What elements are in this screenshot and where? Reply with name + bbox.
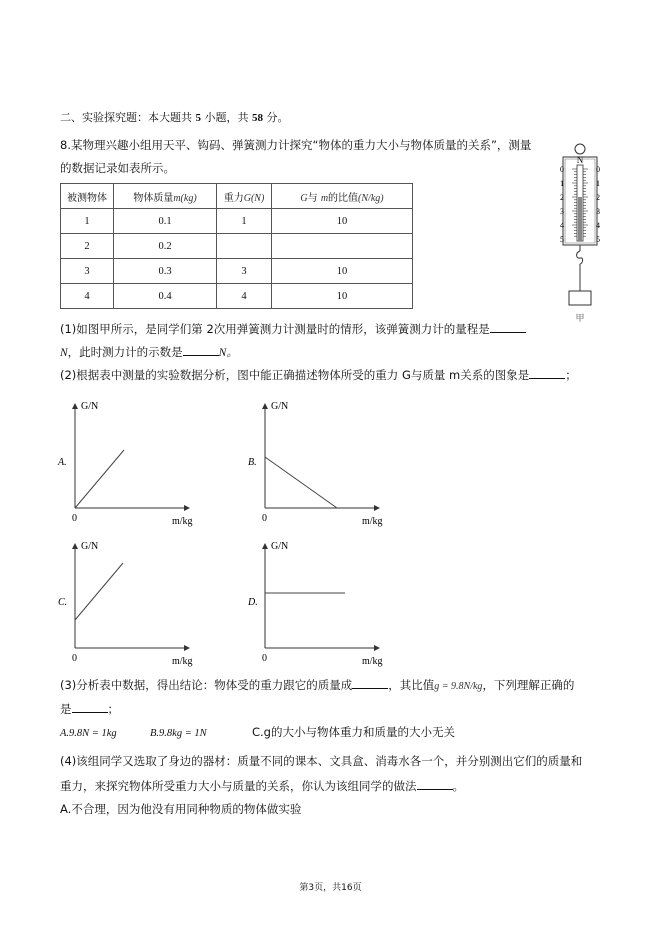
- x-axis-label: m/kg: [362, 656, 383, 667]
- spring-scale-icon: [555, 143, 605, 328]
- graph-option-c: [55, 535, 195, 674]
- section-title: 二、实验探究题：本大题共 5 小题，共 58 分。: [60, 111, 289, 124]
- scale-tick-label: 2: [596, 193, 600, 202]
- option-label: A.: [58, 457, 67, 468]
- y-axis-arrow: [72, 543, 78, 549]
- graph-line: [75, 563, 123, 620]
- y-axis-arrow: [72, 403, 78, 409]
- origin-label: 0: [72, 513, 77, 524]
- scale-tick-label: 2: [560, 193, 564, 202]
- x-axis-arrow: [184, 505, 190, 511]
- table-row: 3 0.3 3 10: [61, 259, 413, 284]
- answer-blank-relation[interactable]: [352, 676, 388, 689]
- graph-option-d: [245, 535, 395, 674]
- x-axis-label: m/kg: [172, 656, 193, 667]
- part2-line: (2)根据表中测量的实验数据分析，图中能正确描述物体所受的重力 G与质量 m关系的图象是 ；: [60, 368, 577, 382]
- scale-tick-label: 3: [560, 207, 564, 216]
- page-footer: 第3页，共16页: [299, 883, 362, 893]
- y-axis-arrow: [262, 543, 268, 549]
- option-label: B.: [248, 457, 257, 468]
- scale-tick-label: 0: [560, 165, 564, 174]
- origin-label: 0: [262, 513, 267, 524]
- part4-line1: (4)该组同学又选取了身边的器材：质量不同的课本、文具盒、消毒水各一个，并分别测出它们的质量和: [60, 754, 583, 768]
- option-label: C.: [58, 597, 68, 608]
- option-a: A.9.8N = 1kg: [60, 728, 117, 739]
- origin-label: 0: [72, 653, 77, 664]
- part3-options: [60, 724, 455, 742]
- question-stem-line2: 的数据记录如表所示。: [60, 161, 175, 175]
- option-label: D.: [248, 597, 258, 608]
- answer-blank-method[interactable]: [417, 777, 453, 790]
- scale-tick-label: 5: [560, 235, 564, 244]
- origin-label: 0: [262, 653, 267, 664]
- x-axis-label: m/kg: [362, 516, 383, 527]
- y-axis-label: G/N: [271, 541, 289, 552]
- part3-line1: (3)分析表中数据，得出结论：物体受的重力跟它的质量成 ，其比值g = 9.8N/kg，下列理解正确的: [60, 678, 575, 692]
- part4-line2: 重力，来探究物体所受重力大小与质量的关系，你认为该组同学的做法 。: [60, 779, 464, 793]
- scale-tick-label: 5: [596, 235, 600, 244]
- y-axis-label: G/N: [81, 541, 99, 552]
- graph-option-b: [245, 395, 395, 534]
- option-b: B.9.8kg = 1N: [150, 728, 207, 739]
- scale-unit: N: [576, 155, 584, 165]
- y-axis-arrow: [262, 403, 268, 409]
- part4-option-a: A.不合理，因为他没有用同种物质的物体做实验: [60, 802, 302, 816]
- scale-tick-label: 1: [596, 179, 600, 188]
- part1-line1: (1)如图甲所示，是同学们第 2次用弹簧测力计测量时的情形，该弹簧测力计的量程是: [60, 320, 526, 337]
- scale-indicator: [578, 197, 582, 241]
- option-c: C.g的大小与物体重力和质量的大小无关: [252, 725, 455, 739]
- y-axis-label: G/N: [81, 401, 99, 412]
- x-axis-arrow: [374, 505, 380, 511]
- weight-block: [569, 291, 591, 305]
- part1-line2: N，此时测力计的示数是 N。: [60, 345, 238, 359]
- graph-line: [265, 457, 337, 508]
- scale-tick-label: 1: [560, 179, 564, 188]
- scale-tick-label: 0: [596, 165, 600, 174]
- header-object: 被测物体: [61, 184, 114, 209]
- x-axis-arrow: [374, 645, 380, 651]
- graph-line: [75, 450, 124, 508]
- graph-option-a: [55, 395, 195, 534]
- answer-blank-graph[interactable]: [529, 366, 565, 379]
- x-axis-label: m/kg: [172, 516, 193, 527]
- data-table: [60, 183, 413, 309]
- y-axis-label: G/N: [271, 401, 289, 412]
- spring-scale-figure: [555, 143, 605, 332]
- header-ratio: G与 m的比值(N/kg): [272, 184, 413, 209]
- table-row: 2 0.2: [61, 234, 413, 259]
- header-gravity: 重力G(N): [217, 184, 272, 209]
- table-header-row: [61, 184, 413, 209]
- scale-tick-label: 4: [560, 221, 564, 230]
- table-row: 1 0.1 1 10: [61, 209, 413, 234]
- question-stem-line1: 8.某物理兴趣小组用天平、钩码、弹簧测力计探究“物体的重力大小与物体质量的关系”，测量: [60, 138, 532, 152]
- question-number: 8.: [60, 138, 71, 152]
- scale-tick-label: 4: [596, 221, 600, 230]
- answer-blank-range[interactable]: [490, 320, 526, 333]
- header-mass: 物体质量m(kg): [114, 184, 217, 209]
- scale-tick-label: 3: [596, 207, 600, 216]
- answer-blank-reading[interactable]: [183, 343, 219, 356]
- table-row: 4 0.4 4 10: [61, 284, 413, 309]
- figure-caption: 甲: [575, 314, 585, 324]
- answer-blank-understanding[interactable]: [72, 700, 108, 713]
- x-axis-arrow: [184, 645, 190, 651]
- part3-line2: 是 ；: [60, 702, 119, 716]
